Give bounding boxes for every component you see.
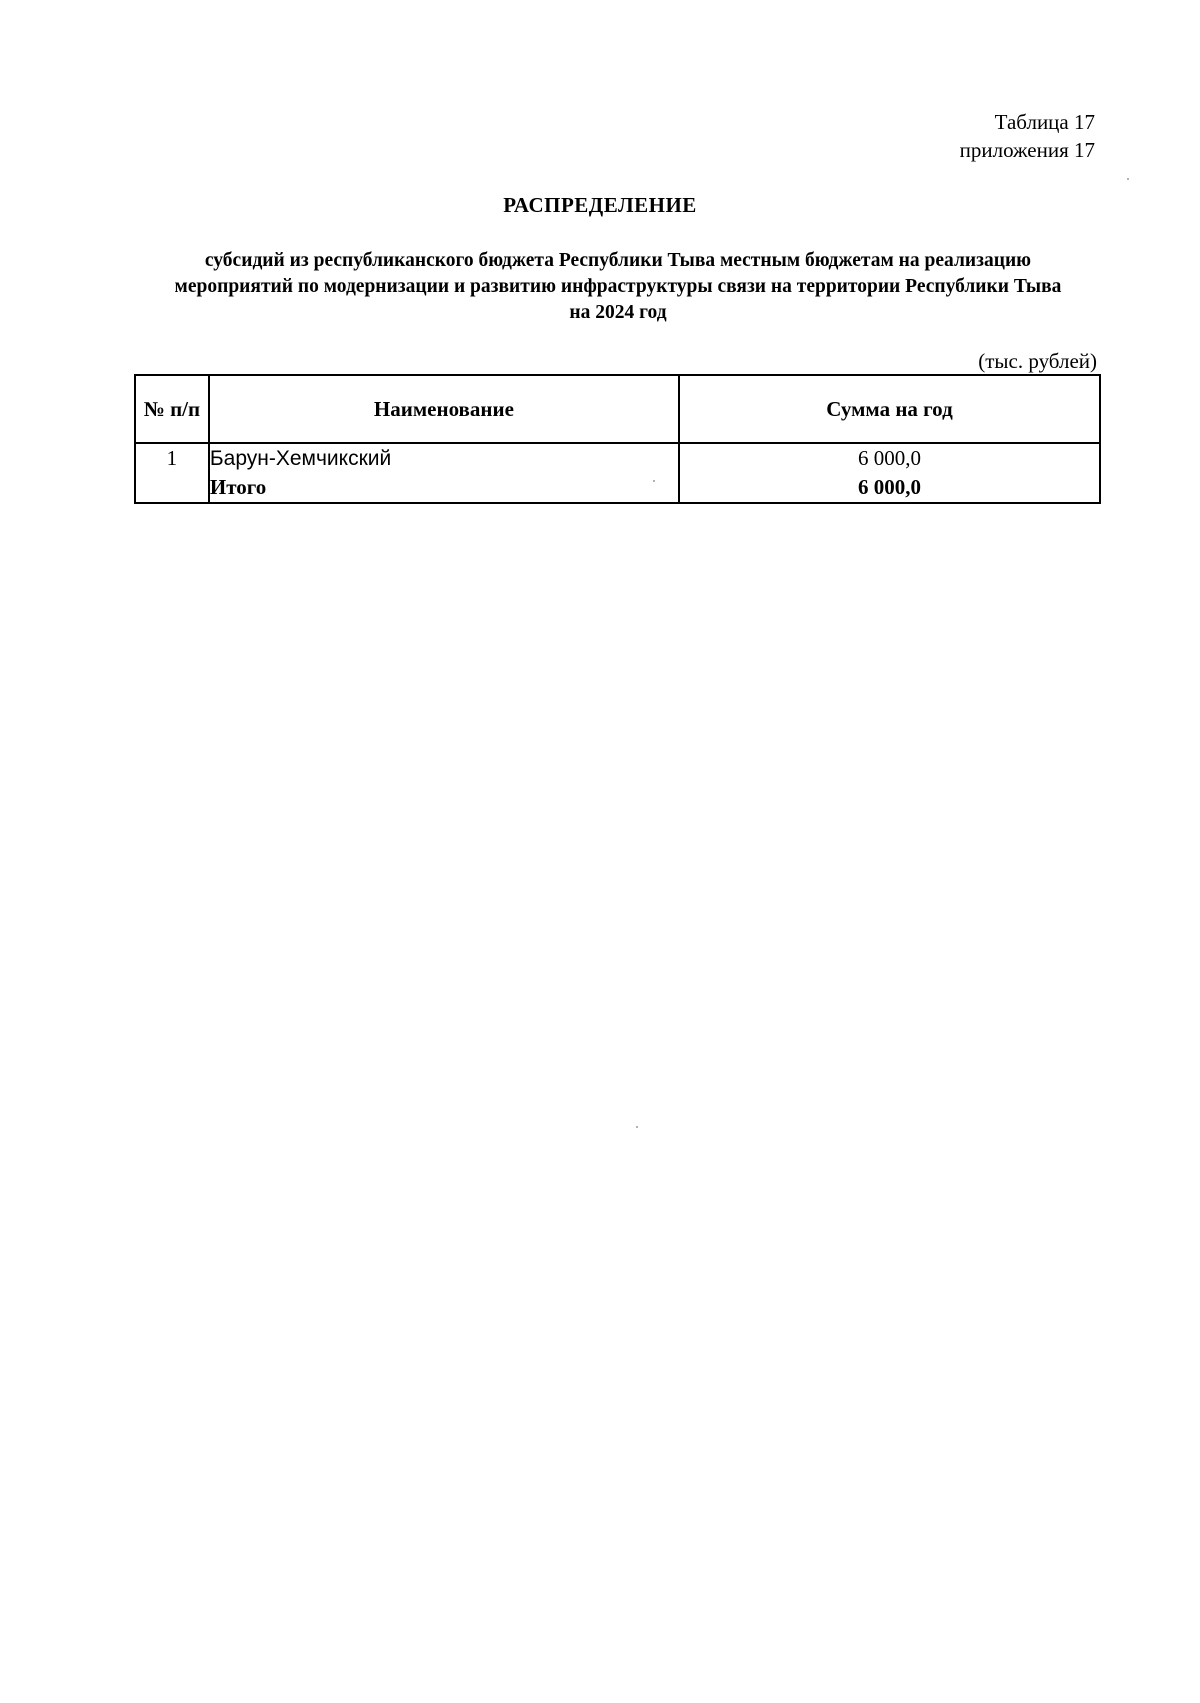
subtitle-line-1: субсидий из республиканского бюджета Республики Тыва местным бюджетам на реализацию	[204, 250, 1032, 271]
column-header-number: № п/п	[135, 375, 209, 443]
document-title: РАСПРЕДЕЛЕНИЕ	[503, 193, 697, 217]
table-header-row	[135, 375, 1100, 443]
document-subtitle	[130, 248, 1106, 326]
row-number: 1	[166, 446, 178, 470]
appendix-label: приложения 17	[959, 138, 1095, 162]
row-name: Барун-Хемчикский	[209, 447, 392, 470]
scan-speck	[1127, 178, 1129, 180]
table-number-label: Таблица 17	[994, 110, 1095, 134]
table-row	[135, 443, 1100, 503]
table-reference	[960, 108, 1095, 164]
subtitle-line-3: на 2024 год	[569, 302, 667, 323]
total-sum: 6 000,0	[857, 475, 921, 499]
total-label: Итого	[209, 475, 267, 499]
column-header-name: Наименование	[209, 375, 679, 443]
row-sum: 6 000,0	[857, 446, 921, 470]
distribution-table	[134, 374, 1101, 504]
row-name-cell	[209, 443, 679, 503]
row-sum-cell	[679, 443, 1100, 503]
scan-speck	[653, 480, 655, 482]
row-number-cell	[135, 443, 209, 503]
column-header-sum: Сумма на год	[679, 375, 1100, 443]
scan-speck	[636, 1126, 638, 1128]
units-label: (тыс. рублей)	[978, 349, 1097, 373]
subtitle-line-2: мероприятий по модернизации и развитию инфраструктуры связи на территории Республики Тыва	[174, 276, 1062, 297]
